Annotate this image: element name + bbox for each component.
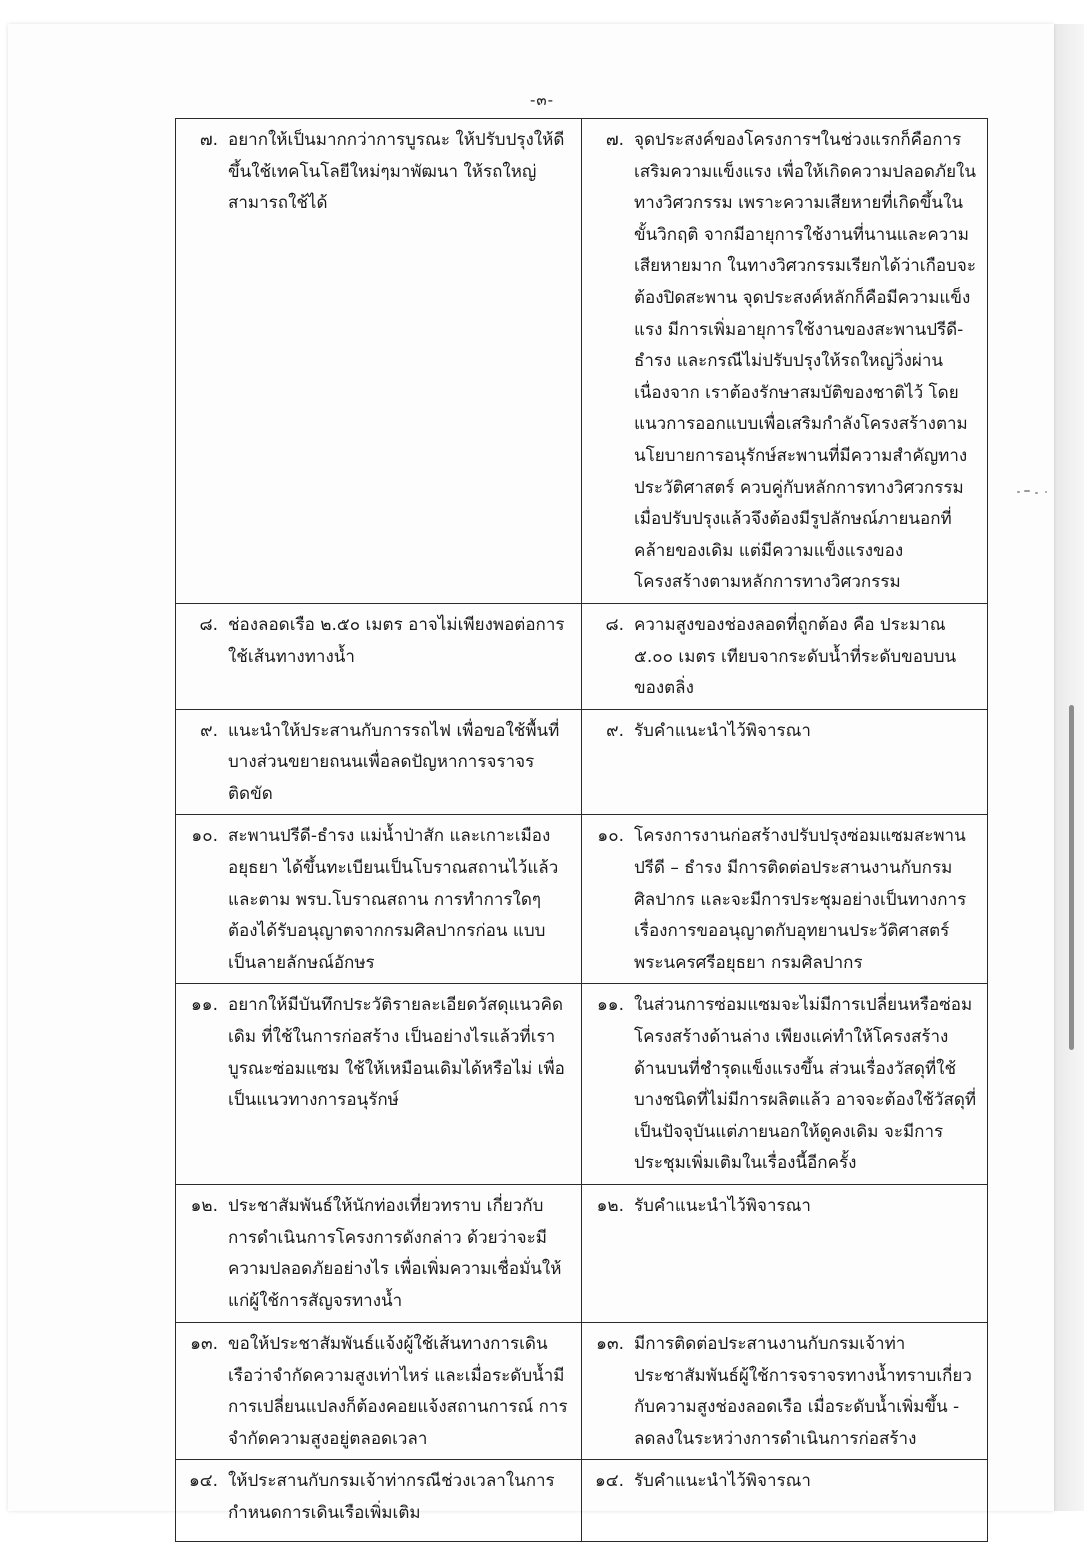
table-row [176,815,988,984]
table-row [176,119,988,604]
table-row [176,603,988,709]
table-row [176,1185,988,1323]
item-number: ๗. [199,130,218,150]
response-cell [582,984,988,1185]
comment-text: อยากให้มีบันทึกประวัติรายละเอียดวัสดุแนวคิดเดิม ที่ใช้ในการก่อสร้าง เป็นอย่างไรแล้วที่เราบูรณะซ่อมแซม ใช้ให้เหมือนเดิมได้หรือไม่ เพื่อเป็นแนวทางการอนุรักษ์ [228,995,565,1111]
response-text: รับคำแนะนำไว้พิจารณา [634,1196,811,1216]
comment-text: สะพานปรีดี-ธำรง แม่น้ำป่าสัก และเกาะเมืองอยุธยา ได้ขึ้นทะเบียนเป็นโบราณสถานไว้แล้ว และตาม พรบ.โบราณสถาน การทำการใดๆ ต้องได้รับอนุญาตจากกรมศิลปากรก่อน แบบเป็นลายลักษณ์อักษร [228,826,559,973]
item-number: ๑๒. [596,1196,624,1216]
comment-text: แนะนำให้ประสานกับการรถไฟ เพื่อขอใช้พื้นที่บางส่วนขยายถนนเพื่อลดปัญหาการจราจรติดขัด [228,720,560,804]
response-text: รับคำแนะนำไว้พิจารณา [634,720,811,741]
table-row [176,984,988,1185]
comment-cell [176,1323,582,1460]
item-number: ๘. [605,614,624,635]
comment-text: ช่องลอดเรือ ๒.๕๐ เมตร อาจไม่เพียงพอต่อการใช้เส้นทางทางน้ำ [228,614,565,667]
response-item [590,1329,977,1455]
comment-cell [176,1185,582,1323]
table-row [176,709,988,815]
comment-cell [176,1460,582,1542]
response-text: ในส่วนการซ่อมแซมจะไม่มีการเปลี่ยนหรือซ่อมโครงสร้างด้านล่าง เพียงแค่ทำให้โครงสร้างด้านบนที่ชำรุดแข็งแรงขึ้น ส่วนเรื่องวัสดุที่ใช้ บางชนิดที่ไม่มีการผลิตแล้ว อาจจะต้องใช้วัสดุที่เป็นปัจจุบันแต่ภายนอกให้ดูคงเดิม จะมีการประชุมเพิ่มเติมในเรื่องนี้อีกครั้ง [634,995,977,1174]
response-cell [582,1323,988,1460]
item-number: ๑๓. [190,1334,218,1354]
comment-cell [176,984,582,1185]
table-row [176,1460,988,1542]
comment-cell [176,119,582,604]
item-number: ๘. [199,614,218,635]
response-text: รับคำแนะนำไว้พิจารณา [634,1471,811,1492]
response-cell [582,1460,988,1542]
item-number: ๑๒. [190,1196,218,1216]
comment-text: ขอให้ประชาสัมพันธ์แจ้งผู้ใช้เส้นทางการเดินเรือว่าจำกัดความสูงเท่าไหร่ และเมื่อระดับน้ำมีการเปลี่ยนแปลงก็ต้องคอยแจ้งสถานการณ์ การจำกัดความสูงอยู่ตลอดเวลา [228,1334,568,1449]
comment-text: ประชาสัมพันธ์ให้นักท่องเที่ยวทราบ เกี่ยวกับการดำเนินการโครงการดังกล่าว ด้วยว่าจะมีความปลอดภัยอย่างไร เพื่อเพิ่มความเชื่อมั่นให้แก่ผู้ใช้การสัญจรทางน้ำ [228,1196,562,1311]
response-cell [582,709,988,815]
item-number: ๑๐. [597,826,624,847]
response-item [590,821,977,979]
item-number: ๑๑. [597,995,624,1016]
response-cell [582,815,988,984]
page-number: -๓- [529,91,555,109]
item-number: ๑๑. [191,995,218,1016]
response-cell [582,1185,988,1323]
item-number: ๑๐. [191,826,218,847]
item-number: ๑๔. [594,1471,624,1492]
comment-item [184,1466,571,1529]
comment-item [184,1329,571,1455]
table-body [176,119,988,1542]
comment-cell [176,815,582,984]
comment-item [184,821,571,979]
item-number: ๑๓. [596,1334,624,1354]
response-text: ความสูงของช่องลอดที่ถูกต้อง คือ ประมาณ ๕.๐๐ เมตร เทียบจากระดับน้ำที่ระดับขอบบนของตลิ่ง [634,614,957,699]
comment-cell [176,709,582,815]
comment-item [184,716,571,811]
response-item [590,125,977,599]
response-text: จุดประสงค์ของโครงการฯในช่วงแรกก็คือการเสริมความแข็งแรง เพื่อให้เกิดความปลอดภัยในทางวิศวกรรม เพราะความเสียหายที่เกิดขึ้นในขั้นวิกฤติ จากมีอายุการใช้งานที่นานและความเสียหายมาก ในทางวิศวกรรมเรียกได้ว่าเกือบจะต้องปิดสะพาน จุดประสงค์หลักก็คือมีความแข็งแรง มีการเพิ่มอายุการใช้งานของสะพานปรีดี-ธำรง และกรณีไม่ปรับปรุงให้รถใหญ่วิ่งผ่านเนื่องจาก เราต้องรักษาสมบัติของชาติไว้ โดยแนวการออกแบบเพื่อเสริมกำลังโครงสร้างตามนโยบายการอนุรักษ์สะพานที่มีความสำคัญทางประวัติศาสตร์ ควบคู่กับหลักการทางวิศวกรรม เมื่อปรับปรุงแล้วจึงต้องมีรูปลักษณ์ภายนอกที่คล้ายของเดิม แต่มีความแข็งแรงของโครงสร้างตามหลักการทางวิศวกรรม [634,130,977,593]
response-text: โครงการงานก่อสร้างปรับปรุงซ่อมแซมสะพานปรีดี – ธำรง มีการติดต่อประสานงานกับกรมศิลปากร และจะมีการประชุมอย่างเป็นทางการ เรื่องการขออนุญาตกับอุทยานประวัติศาสตร์พระนครศรีอยุธยา กรมศิลปากร [634,826,967,973]
scan-speck [1015,488,1055,496]
comments-response-table [175,118,988,1542]
response-cell [582,119,988,604]
response-item [590,610,977,705]
table-row [176,1323,988,1460]
comment-text: อยากให้เป็นมากกว่าการบูรณะ ให้ปรับปรุงให้ดีขึ้นใช้เทคโนโลยีใหม่ๆมาพัฒนา ให้รถใหญ่สามารถใช้ได้ [228,130,565,214]
response-text: มีการติดต่อประสานงานกับกรมเจ้าท่า ประชาสัมพันธ์ผู้ใช้การจราจรทางน้ำทราบเกี่ยวกับความสูงช่องลอดเรือ เมื่อระดับน้ำเพิ่มขึ้น - ลดลงในระหว่างการดำเนินการก่อสร้าง [634,1334,972,1449]
response-item [590,1191,977,1223]
item-number: ๙. [200,720,218,741]
comment-text: ให้ประสานกับกรมเจ้าท่ากรณีช่วงเวลาในการกำหนดการเดินเรือเพิ่มเติม [228,1471,555,1523]
item-number: ๑๔. [188,1471,218,1492]
comment-item [184,610,571,673]
response-item [590,1466,977,1498]
comment-item [184,1191,571,1317]
item-number: ๙. [606,720,624,741]
comment-item [184,990,571,1116]
response-item [590,716,977,748]
item-number: ๗. [605,130,624,150]
comment-cell [176,603,582,709]
vertical-scrollbar[interactable] [1069,705,1074,1050]
response-cell [582,603,988,709]
response-item [590,990,977,1180]
comment-item [184,125,571,220]
